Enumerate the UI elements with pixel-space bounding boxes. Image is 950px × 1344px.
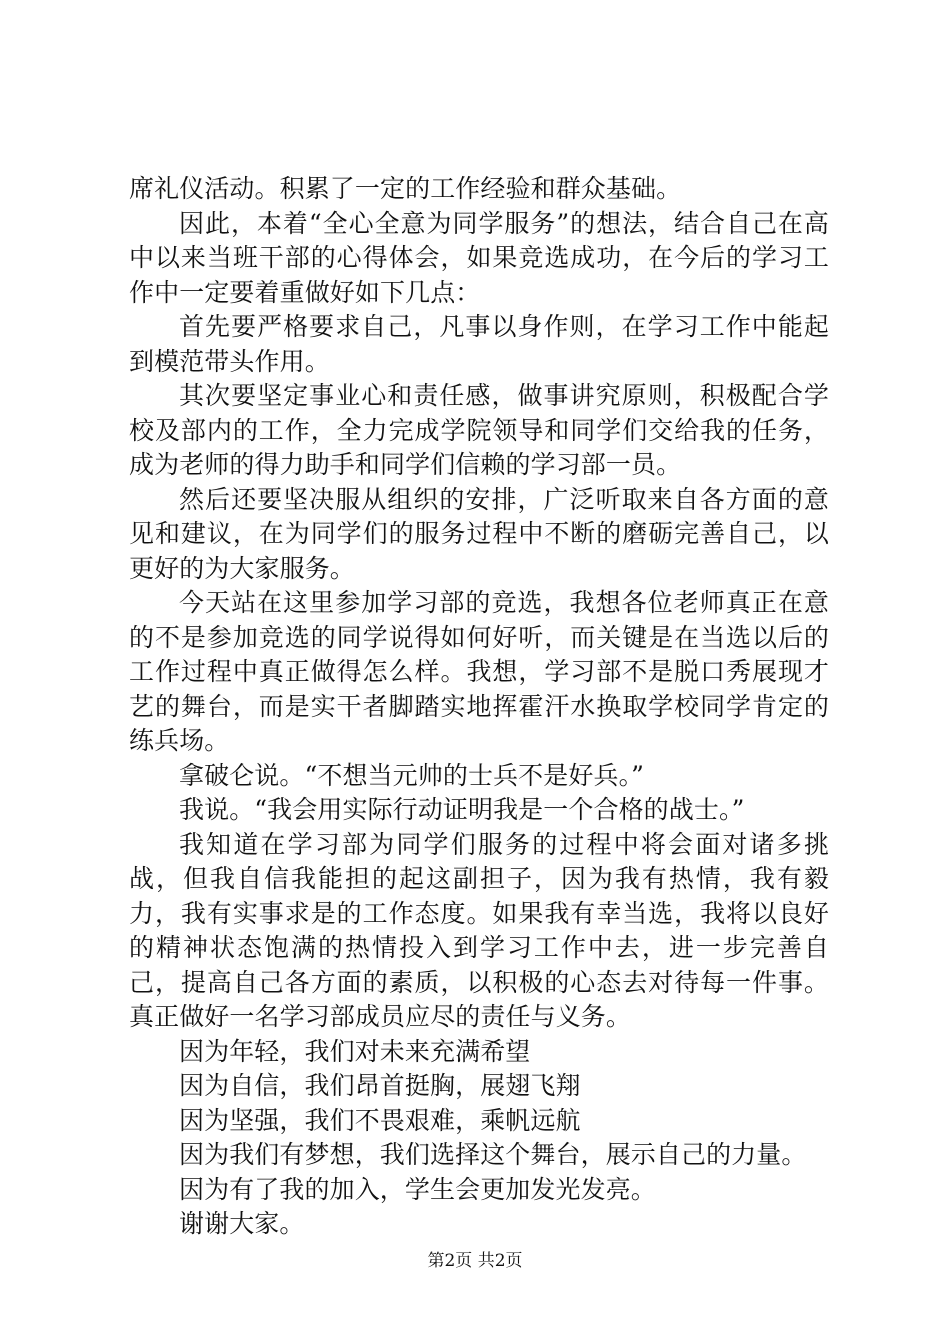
paragraph: 因为坚强，我们不畏艰难，乘帆远航 xyxy=(179,1105,581,1135)
paragraph: 因为有了我的加入，学生会更加发光发亮。 xyxy=(179,1174,656,1204)
paragraph: 我说。“我会用实际行动证明我是一个合格的战士。” xyxy=(179,795,745,824)
paragraph: 席礼仪活动。积累了一定的工作经验和群众基础。 xyxy=(129,174,682,203)
paragraph: 拿破仑说。“不想当元帅的士兵不是好兵。” xyxy=(179,760,645,790)
page-number-footer: 第2页 共2页 xyxy=(427,1251,523,1271)
paragraph: 我知道在学习部为同学们服务的过程中将会面对诸多挑战，但我自信我能担的起这副担子，因为我有热情，我有毅力，我有实事求是的工作态度。如果我有幸当选，我将以良好的精神状态饱满的热情投入到学习工作中去，进一步完善自己，提高自己各方面的素质，以积极的心态去对待每一件事。真正做好一名学习部成员应尽的责任与义务。 xyxy=(129,829,829,1031)
paragraph: 因此，本着“全心全意为同学服务”的想法，结合自己在高中以来当班干部的心得体会，如果竞选成功，在今后的学习工作中一定要着重做好如下几点： xyxy=(129,208,829,307)
paragraph: 然后还要坚决服从组织的安排，广泛听取来自各方面的意见和建议，在为同学们的服务过程中不断的磨砺完善自己，以更好的为大家服务。 xyxy=(129,484,829,583)
paragraph: 因为我们有梦想，我们选择这个舞台，展示自己的力量。 xyxy=(179,1140,807,1169)
document-body xyxy=(129,172,829,1242)
paragraph: 因为自信，我们昂首挺胸，展翅飞翔 xyxy=(179,1071,581,1100)
paragraph: 首先要严格要求自己，凡事以身作则，在学习工作中能起到模范带头作用。 xyxy=(129,312,829,376)
paragraph: 因为年轻，我们对未来充满希望 xyxy=(179,1036,531,1066)
paragraph: 其次要坚定事业心和责任感，做事讲究原则，积极配合学校及部内的工作，全力完成学院领导和同学们交给我的任务，成为老师的得力助手和同学们信赖的学习部一员。 xyxy=(129,381,829,479)
paragraph: 谢谢大家。 xyxy=(179,1209,305,1238)
paragraph: 今天站在这里参加学习部的竞选，我想各位老师真正在意的不是参加竞选的同学说得如何好听，而关键是在当选以后的工作过程中真正做得怎么样。我想，学习部不是脱口秀展现才艺的舞台，而是实干者脚踏实地挥霍汗水换取学校同学肯定的练兵场。 xyxy=(129,588,829,755)
